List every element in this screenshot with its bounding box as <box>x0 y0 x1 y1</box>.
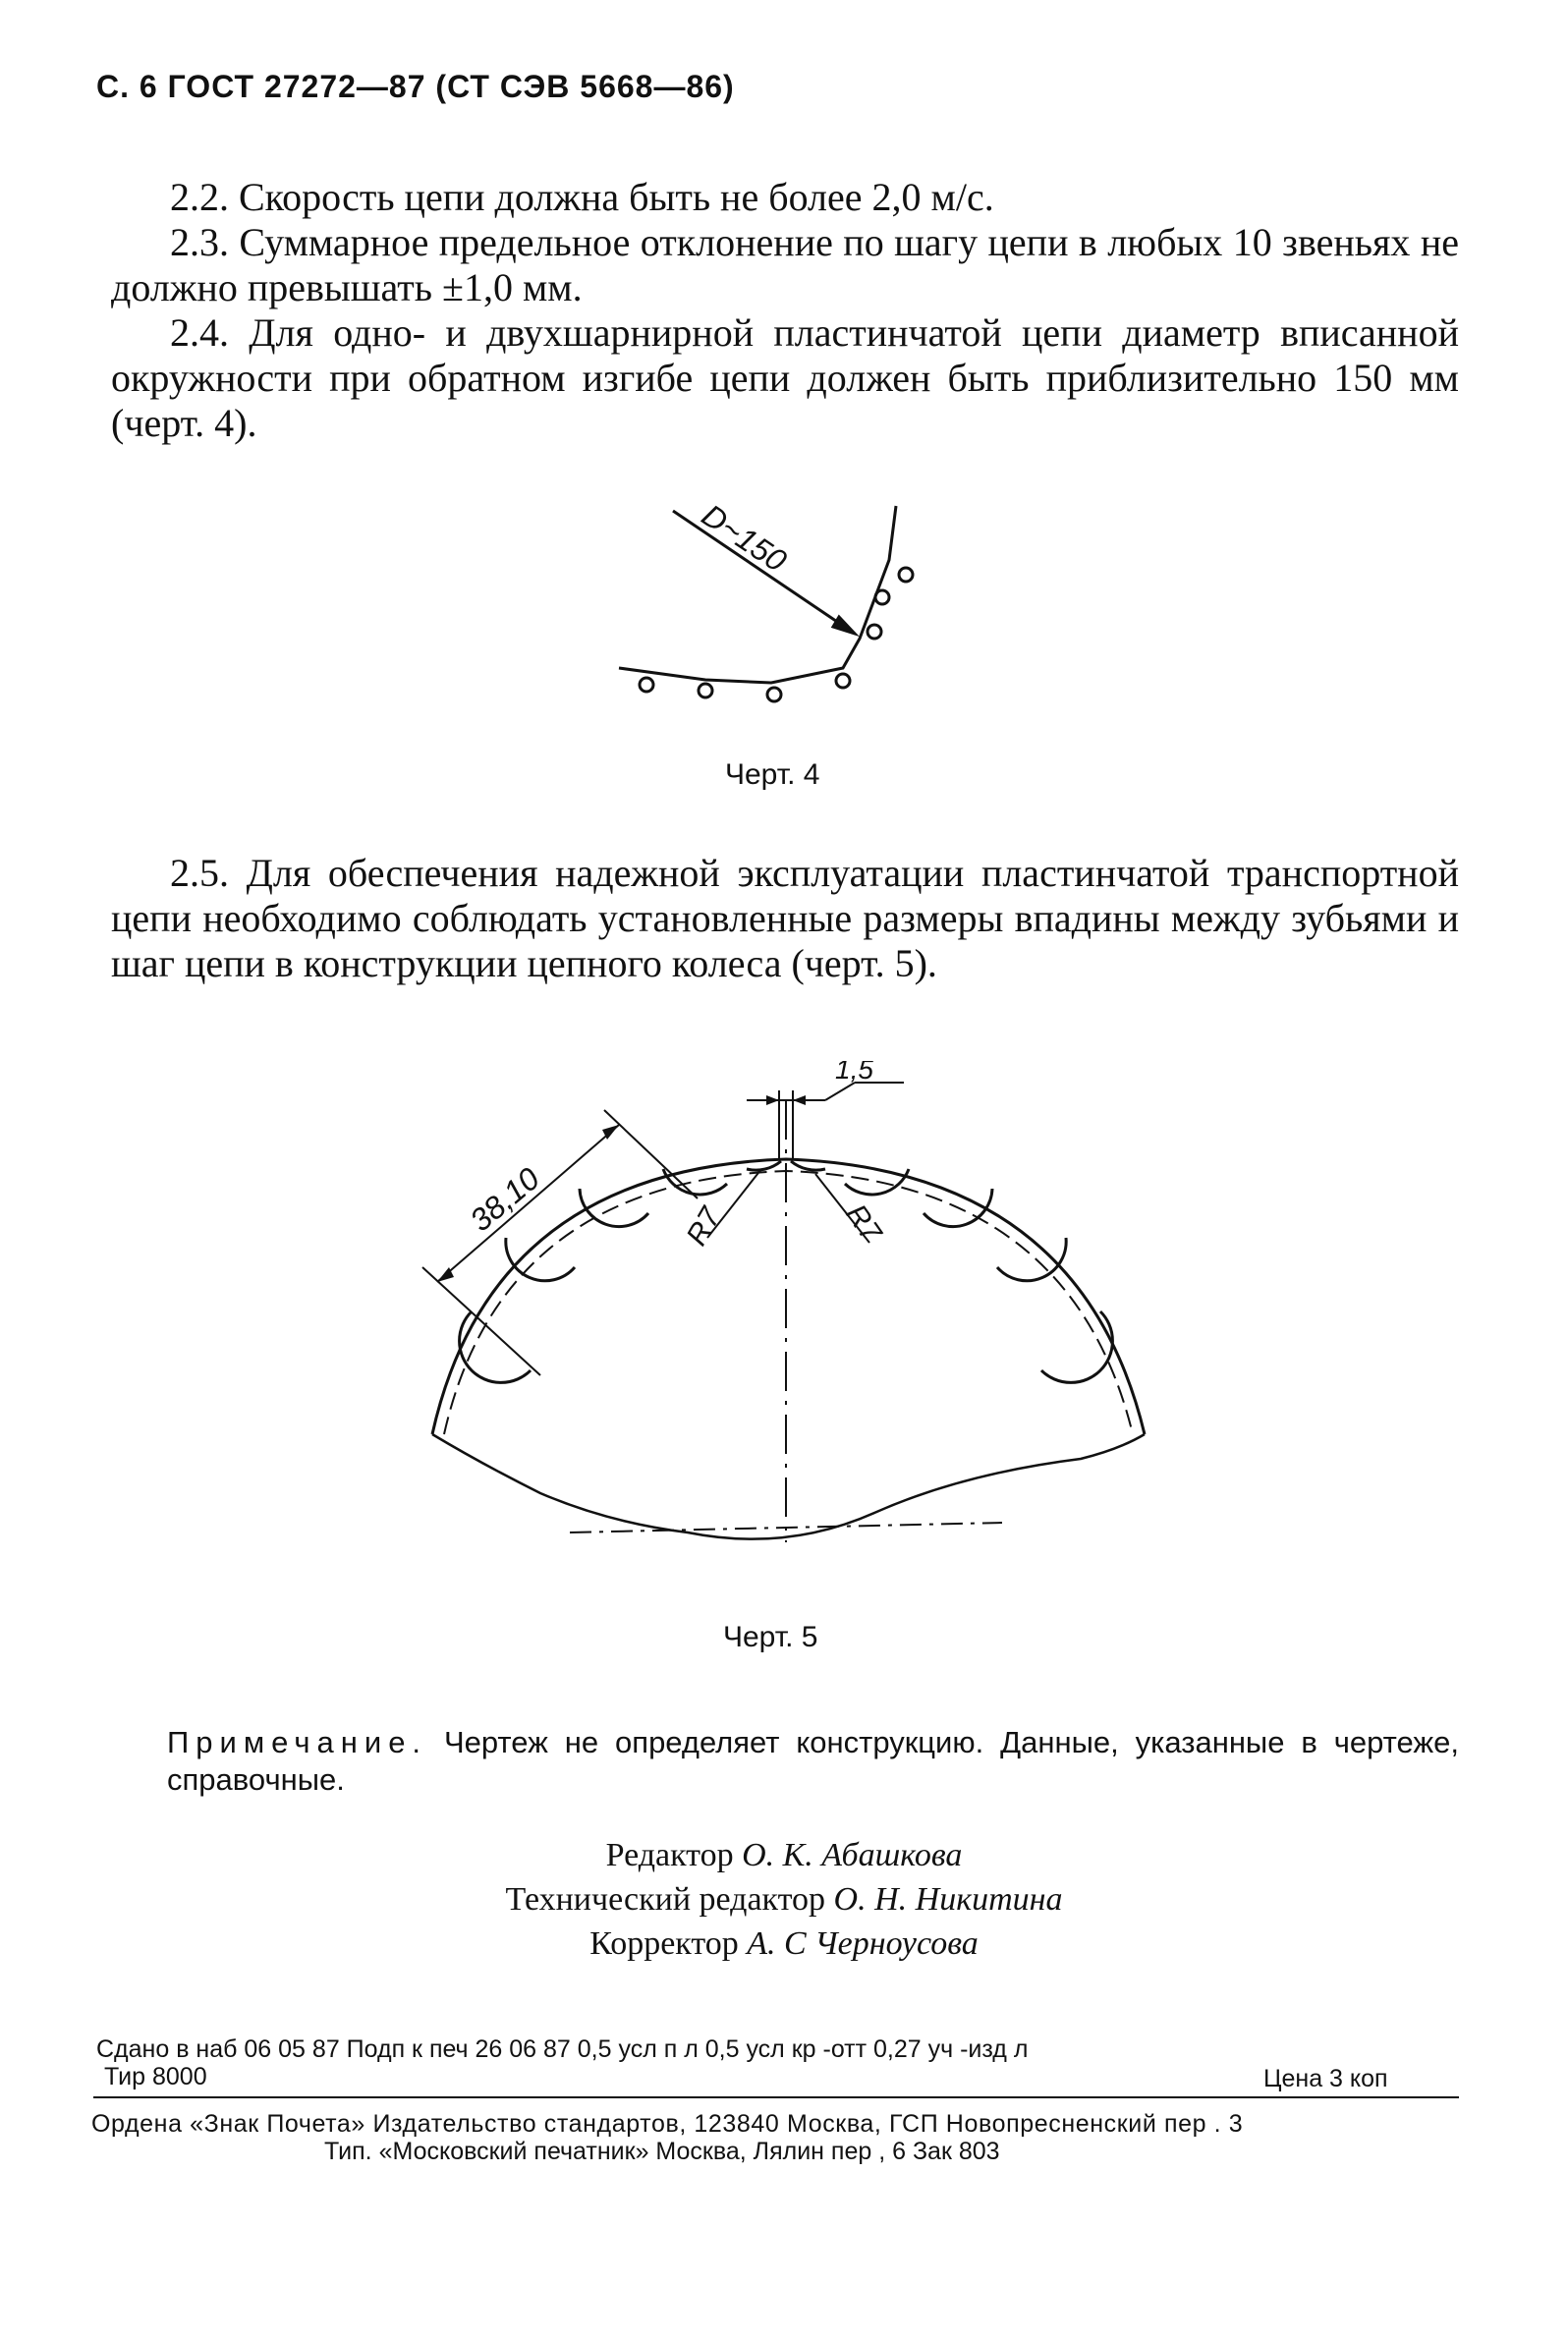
extension-line <box>604 1110 698 1198</box>
figure-5-sprocket <box>413 1061 1179 1572</box>
note <box>167 1724 1459 1799</box>
chain-joint <box>868 625 881 639</box>
clause-2-4: 2.4. Для одно- и двухшарнирной пластинчатой цепи диаметр вписанной окружности при обратном изгибе цепи должен быть приблизительно 150 мм (черт. 4). <box>111 310 1459 445</box>
chain-joint <box>640 678 653 692</box>
chain-joint <box>875 590 889 604</box>
tooth-space <box>997 1238 1066 1281</box>
price: Цена 3 коп <box>1263 2065 1388 2092</box>
corrector-line: Корректор А. С Черноусова <box>589 1925 979 1962</box>
figure-4-caption: Черт. 4 <box>725 758 820 791</box>
arrow-head <box>833 617 855 634</box>
pitch-dimension-label: 38,10 <box>463 1160 546 1239</box>
tooth-space <box>460 1311 531 1382</box>
staff-block <box>0 1833 1568 1966</box>
note-label: Примечание. <box>167 1725 428 1759</box>
pitch-dimension-line <box>437 1125 619 1282</box>
arrow-head <box>766 1095 779 1105</box>
circulation: Тир 8000 <box>104 2063 207 2090</box>
sprocket-rim-outer <box>432 1159 1145 1434</box>
chain-joint <box>699 684 712 697</box>
tech-editor-line: Технический редактор О. Н. Никитина <box>505 1881 1063 1918</box>
tooth-space <box>506 1238 575 1281</box>
page-header: С. 6 ГОСТ 27272—87 (СТ СЭВ 5668—86) <box>96 69 735 104</box>
arrow-head <box>793 1095 806 1105</box>
imprint-line-1: Сдано в наб 06 05 87 Подп к печ 26 06 87 0,5 усл п л 0,5 усл кр -отт 0,27 уч -изд л <box>96 2035 1029 2063</box>
radius-label-left: R7 <box>680 1201 728 1252</box>
break-line <box>432 1434 1145 1539</box>
pitch-circle <box>444 1171 1133 1434</box>
publisher-line: Ордена «Знак Почета» Издательство стандартов, 123840 Москва, ГСП Новопресненский пер . 3 <box>91 2110 1244 2138</box>
editor-line: Редактор О. К. Абашкова <box>605 1837 963 1873</box>
diameter-label: D~150 <box>696 496 794 580</box>
note-text: Чертеж не определяет конструкцию. Данные, указанные в чертеже, справочные. <box>167 1725 1459 1797</box>
gap-dimension-label: 1,5 <box>835 1061 873 1085</box>
gap-leader <box>825 1083 855 1100</box>
printer-line: Тип. «Московский печатник» Москва, Лялин пер , 6 Зак 803 <box>324 2138 1000 2165</box>
chain-joint <box>836 674 850 688</box>
figure-4-chain-bend <box>589 491 924 717</box>
extension-line <box>422 1267 540 1375</box>
figure-5-caption: Черт. 5 <box>723 1621 818 1653</box>
clause-2-2: 2.2. Скорость цепи должна быть не более 2,0 м/с. <box>170 175 994 219</box>
radius-label-right: R7 <box>839 1198 888 1249</box>
chain-joint <box>767 688 781 701</box>
imprint-rule <box>93 2096 1459 2098</box>
clause-2-3: 2.3. Суммарное предельное отклонение по шагу цепи в любых 10 звеньях не должно превышать ±1,0 мм. <box>111 220 1459 309</box>
tooth-space <box>663 1169 727 1195</box>
clause-2-5: 2.5. Для обеспечения надежной эксплуатации пластинчатой транспортной цепи необходимо соблюдать установленные размеры впадины между зубьями и шаг цепи в конструкции цепного колеса (черт. 5). <box>111 851 1459 985</box>
chain-joint <box>899 568 913 582</box>
